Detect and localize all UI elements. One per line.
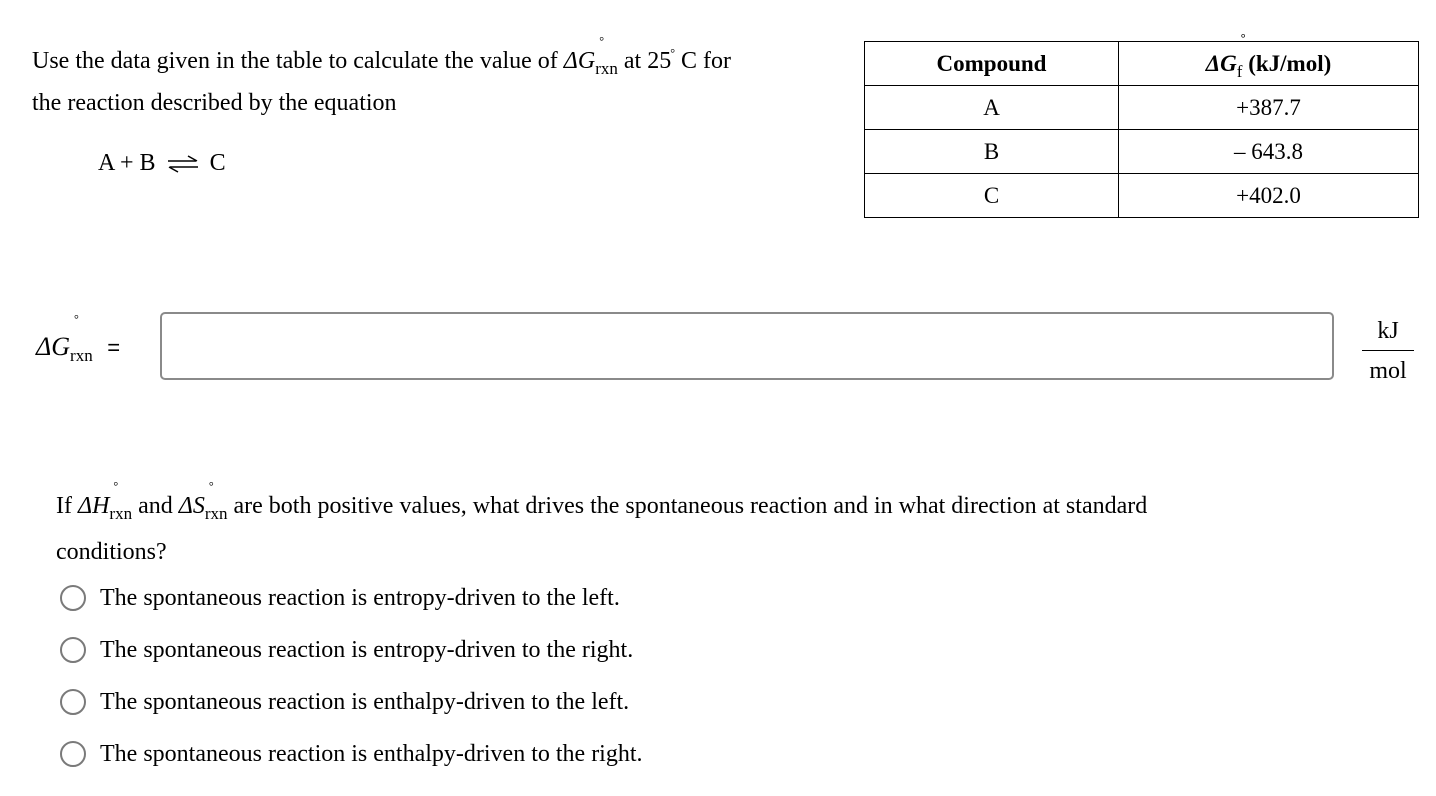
table-row bbox=[865, 130, 1419, 174]
equilibrium-arrows-icon bbox=[166, 154, 200, 174]
table-header-row bbox=[865, 42, 1419, 86]
cell-value: +387.7 bbox=[1119, 86, 1419, 130]
option-enthalpy-left[interactable] bbox=[60, 676, 643, 728]
answer-delta-g: ΔG bbox=[36, 332, 71, 361]
question-2-text bbox=[56, 479, 1236, 574]
question2-text-and: and bbox=[132, 493, 179, 519]
cell-value: – 643.8 bbox=[1119, 130, 1419, 174]
cell-compound: C bbox=[865, 174, 1119, 218]
delta-g-symbol: ΔG bbox=[563, 48, 596, 74]
cell-compound: A bbox=[865, 86, 1119, 130]
question-1-text bbox=[32, 34, 842, 123]
unit-numerator: kJ bbox=[1377, 318, 1399, 344]
answer-rxn-group bbox=[70, 312, 93, 365]
delta-s-symbol: ΔS bbox=[178, 493, 205, 519]
header-degree-mark: ° bbox=[1240, 30, 1246, 45]
option-enthalpy-right[interactable] bbox=[60, 728, 643, 780]
question2-text-if: If bbox=[56, 493, 78, 519]
dh-degree-mark: ° bbox=[113, 479, 119, 493]
ds-degree-mark: ° bbox=[208, 479, 214, 493]
dh-rxn-group bbox=[109, 479, 133, 530]
header-compound: Compound bbox=[865, 42, 1119, 86]
delta-h-symbol: ΔH bbox=[77, 493, 110, 519]
ds-rxn-subscript: rxn bbox=[204, 504, 228, 523]
question-text-temperature: at 25 bbox=[617, 48, 672, 74]
reaction-equation bbox=[98, 150, 226, 177]
answer-options bbox=[60, 572, 643, 780]
header-delta-gf bbox=[1119, 30, 1419, 86]
question-text-line2: the reaction described by the equation bbox=[32, 90, 397, 116]
fraction-bar bbox=[1362, 350, 1414, 351]
answer-degree-mark: ° bbox=[74, 312, 79, 326]
radio-button[interactable] bbox=[60, 689, 86, 715]
standard-degree-mark: ° bbox=[599, 34, 605, 48]
option-label: The spontaneous reaction is entropy-driven to the right. bbox=[100, 636, 634, 663]
unit-fraction bbox=[1362, 316, 1414, 386]
product: C bbox=[209, 150, 226, 176]
answer-label bbox=[36, 312, 121, 365]
equals-sign: = bbox=[107, 335, 121, 360]
question2-text-rest: are both positive values, what drives the spontaneous reaction and in what direction at standard conditions? bbox=[56, 493, 1148, 565]
header-f-subscript: f bbox=[1236, 61, 1243, 81]
table-row bbox=[865, 86, 1419, 130]
degree-symbol: ° bbox=[670, 46, 676, 60]
option-label: The spontaneous reaction is enthalpy-driven to the left. bbox=[100, 688, 630, 715]
answer-input[interactable] bbox=[160, 312, 1334, 380]
free-energy-table bbox=[864, 30, 1419, 218]
reactants: A + B bbox=[98, 150, 156, 176]
answer-rxn-subscript: rxn bbox=[70, 346, 93, 365]
option-label: The spontaneous reaction is enthalpy-driven to the right. bbox=[100, 740, 643, 767]
dh-rxn-subscript: rxn bbox=[109, 504, 133, 523]
cell-compound: B bbox=[865, 130, 1119, 174]
option-entropy-right[interactable] bbox=[60, 624, 643, 676]
table-row bbox=[865, 174, 1419, 218]
ds-rxn-group bbox=[204, 479, 228, 530]
option-label: The spontaneous reaction is entropy-driven to the left. bbox=[100, 584, 620, 611]
header-unit: (kJ/mol) bbox=[1242, 50, 1332, 76]
question-text-unit: C for bbox=[675, 48, 732, 74]
header-delta-g: ΔG bbox=[1205, 50, 1237, 76]
radio-button[interactable] bbox=[60, 637, 86, 663]
f-subscript-group bbox=[1236, 30, 1246, 81]
question-text-part: Use the data given in the table to calculate the value of bbox=[32, 48, 564, 74]
radio-button[interactable] bbox=[60, 741, 86, 767]
unit-denominator: mol bbox=[1369, 358, 1407, 384]
option-entropy-left[interactable] bbox=[60, 572, 643, 624]
rxn-subscript: rxn bbox=[595, 59, 618, 78]
cell-value: +402.0 bbox=[1119, 174, 1419, 218]
radio-button[interactable] bbox=[60, 585, 86, 611]
rxn-subscript-group bbox=[595, 34, 618, 82]
